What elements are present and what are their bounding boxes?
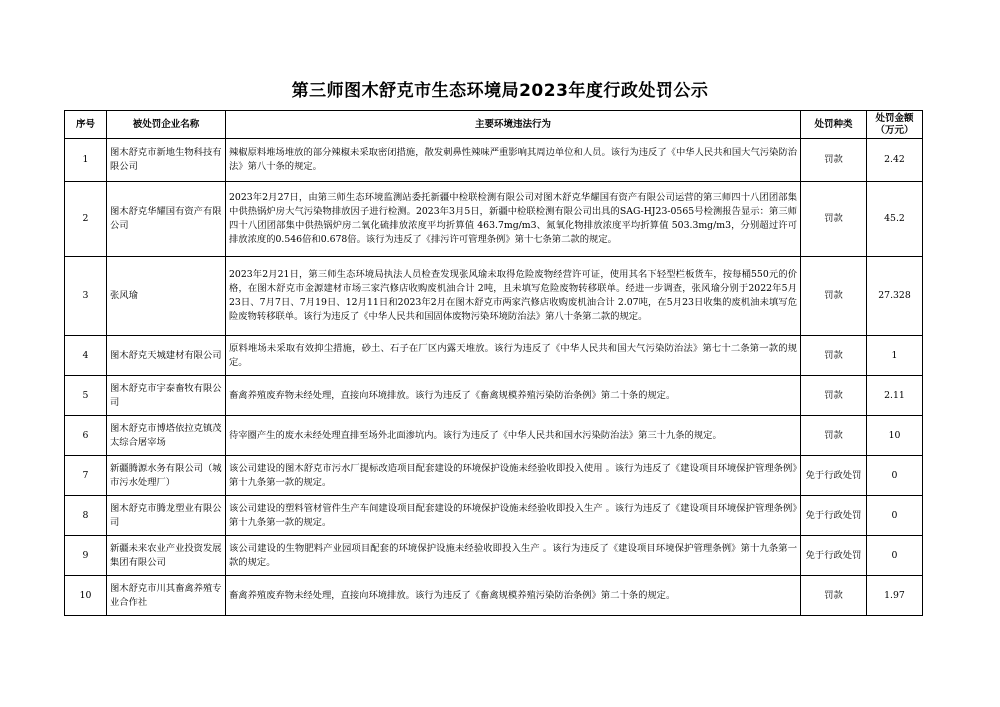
row-violation: 该公司建设的生物肥料产业园项目配套的环境保护设施未经验收即投入生产 。该行为违反了《建设项目环境保护管理条例》第十九条第一款的规定。 xyxy=(226,536,801,576)
col-header-company: 被处罚企业名称 xyxy=(107,111,226,139)
row-no: 9 xyxy=(65,536,107,576)
table-row xyxy=(65,536,923,576)
row-amount: 0 xyxy=(867,456,923,496)
row-amount: 27.328 xyxy=(867,257,923,336)
row-company: 新疆未来农业产业投资发展集团有限公司 xyxy=(107,536,226,576)
row-type: 罚款 xyxy=(801,139,867,182)
row-violation: 2023年2月21日，第三师生态环境局执法人员检查发现张风瑜未取得危险废物经营许可证，使用其名下轻型栏板货车，按每桶550元的价格，在图木舒克市金源建材市场三家汽修店收购废机油合计 2吨，且未填写危险废物转移联单。经进一步调查，张风瑜分别于2022年5月23日、7月7日、7月19日、12月11日和2023年2月在图木舒克市两家汽修店收购废机油合计 2.07吨，在5月23日收集的废机油未填写危险废物转移联单。该行为违反了《中华人民共和国固体废物污染环境防治法》第八十条第二款的规定。 xyxy=(226,257,801,336)
table-row xyxy=(65,257,923,336)
row-type: 免于行政处罚 xyxy=(801,536,867,576)
row-company: 图木舒克华耀国有资产有限公司 xyxy=(107,182,226,257)
row-amount: 2.42 xyxy=(867,139,923,182)
table-row xyxy=(65,376,923,416)
row-amount: 0 xyxy=(867,496,923,536)
row-no: 1 xyxy=(65,139,107,182)
col-header-amount xyxy=(867,111,923,139)
table-row xyxy=(65,139,923,182)
row-violation: 该公司建设的塑料管材管件生产车间建设项目配套建设的环境保护设施未经验收即投入生产 。该行为违反了《建设项目环境保护管理条例》第十九条第一款的规定。 xyxy=(226,496,801,536)
row-amount: 45.2 xyxy=(867,182,923,257)
row-amount: 1.97 xyxy=(867,576,923,616)
row-company: 图木舒克市博塔依拉克镇茂太综合屠宰场 xyxy=(107,416,226,456)
row-no: 6 xyxy=(65,416,107,456)
row-no: 7 xyxy=(65,456,107,496)
row-type: 免于行政处罚 xyxy=(801,496,867,536)
row-no: 2 xyxy=(65,182,107,257)
col-header-type: 处罚种类 xyxy=(801,111,867,139)
row-violation: 辣椒原料堆场堆放的部分辣椒未采取密闭措施，散发刺鼻性辣味严重影响其周边单位和人员。该行为违反了《中华人民共和国大气污染防治法》第八十条的规定。 xyxy=(226,139,801,182)
row-type: 罚款 xyxy=(801,336,867,376)
row-type: 免于行政处罚 xyxy=(801,456,867,496)
row-violation: 该公司建设的图木舒克市污水厂提标改造项目配套建设的环境保护设施未经验收即投入使用 。该行为违反了《建设项目环境保护管理条例》第十九条第一款的规定。 xyxy=(226,456,801,496)
row-type: 罚款 xyxy=(801,376,867,416)
col-header-amount-line1: 处罚金额 xyxy=(875,112,914,124)
row-violation: 原料堆场未采取有效抑尘措施，砂土、石子在厂区内露天堆放。该行为违反了《中华人民共和国大气污染防治法》第七十二条第一款的规定。 xyxy=(226,336,801,376)
row-company: 图木舒克市宇泰畜牧有限公司 xyxy=(107,376,226,416)
row-violation: 畜禽养殖废弃物未经处理，直接向环境排放。该行为违反了《畜禽规模养殖污染防治条例》第二十条的规定。 xyxy=(226,376,801,416)
row-no: 5 xyxy=(65,376,107,416)
row-violation: 畜禽养殖废弃物未经处理，直接向环境排放。该行为违反了《畜禽规模养殖污染防治条例》第二十条的规定。 xyxy=(226,576,801,616)
table-row xyxy=(65,456,923,496)
row-company: 新疆腾源水务有限公司（城市污水处理厂） xyxy=(107,456,226,496)
col-header-amount-line2: （万元） xyxy=(875,124,914,136)
row-no: 4 xyxy=(65,336,107,376)
row-no: 10 xyxy=(65,576,107,616)
row-company: 图木舒克市川其畜禽养殖专业合作社 xyxy=(107,576,226,616)
row-company: 图木舒克市新地生物科技有限公司 xyxy=(107,139,226,182)
table-row xyxy=(65,182,923,257)
row-type: 罚款 xyxy=(801,182,867,257)
table-row xyxy=(65,496,923,536)
page-title: 第三师图木舒克市生态环境局2023年度行政处罚公示 xyxy=(291,81,709,101)
penalty-table xyxy=(64,110,923,616)
row-no: 3 xyxy=(65,257,107,336)
row-violation: 2023年2月27日，由第三师生态环境监测站委托新疆中检联检测有限公司对图木舒克华耀国有资产有限公司运营的第三师四十八团团部集中供热锅炉房大气污染物排放因子进行检测。2023年3月5日，新疆中检联检测有限公司出具的SAG-HJ23-0565号检测报告显示：第三师四十八团团部集中供热锅炉房二氧化硫排放浓度平均折算值 463.7mg/m3、氮氧化物排放浓度平均折算值 503.3mg/m3，分别超过许可排放浓度的0.546倍和0.678倍。该行为违反了《排污许可管理条例》第十七条第二款的规定。 xyxy=(226,182,801,257)
row-amount: 1 xyxy=(867,336,923,376)
row-type: 罚款 xyxy=(801,576,867,616)
row-amount: 2.11 xyxy=(867,376,923,416)
row-amount: 10 xyxy=(867,416,923,456)
col-header-violation: 主要环境违法行为 xyxy=(226,111,801,139)
row-no: 8 xyxy=(65,496,107,536)
row-type: 罚款 xyxy=(801,257,867,336)
table-row xyxy=(65,336,923,376)
row-company: 图木舒克天城建材有限公司 xyxy=(107,336,226,376)
row-type: 罚款 xyxy=(801,416,867,456)
row-violation: 待宰圈产生的废水未经处理直排至场外北面渗坑内。该行为违反了《中华人民共和国水污染防治法》第三十九条的规定。 xyxy=(226,416,801,456)
row-company: 图木舒克市腾龙塑业有限公司 xyxy=(107,496,226,536)
table-row xyxy=(65,416,923,456)
col-header-no: 序号 xyxy=(65,111,107,139)
row-company: 张风瑜 xyxy=(107,257,226,336)
table-row xyxy=(65,576,923,616)
table-header-row xyxy=(65,111,923,139)
row-amount: 0 xyxy=(867,536,923,576)
